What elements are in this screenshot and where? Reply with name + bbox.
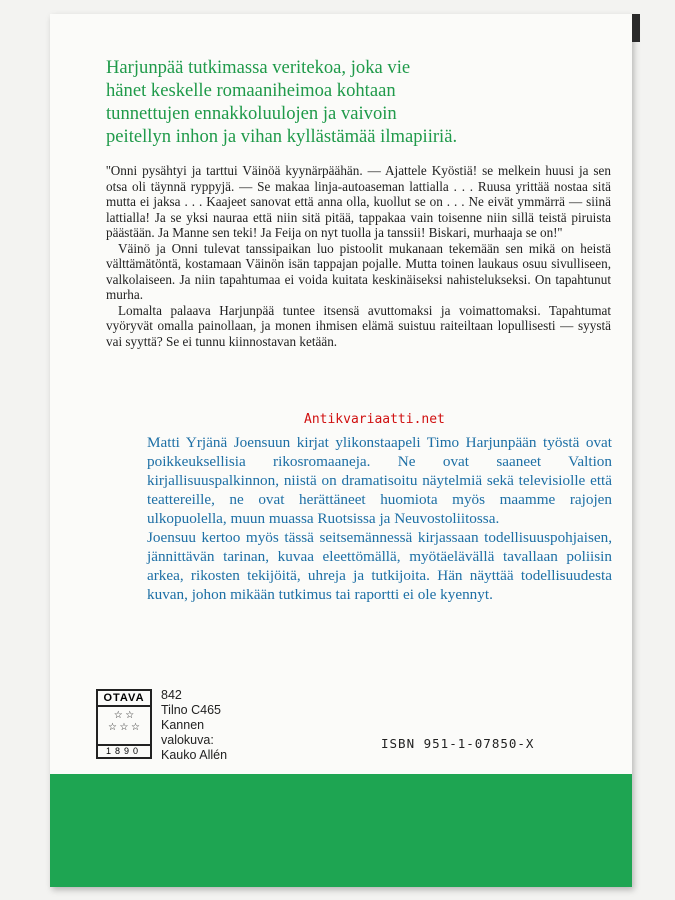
headline-line: peitellyn inhon ja vihan kyllästämää ilmapiiriä.	[106, 126, 458, 147]
cover-credit-label: valokuva:	[161, 733, 214, 747]
blurb-headline	[106, 56, 616, 148]
isbn: ISBN 951-1-07850-X	[381, 736, 535, 751]
stars-icon: ☆ ☆ ☆ ☆ ☆	[108, 710, 140, 733]
publisher-logo	[96, 689, 152, 759]
headline-line: Harjunpää tutkimassa veritekoa, joka vie	[106, 57, 411, 78]
photographer-name: Kauko Allén	[161, 748, 228, 762]
publication-meta	[161, 688, 227, 763]
cover-credit-label: Kannen	[161, 718, 205, 732]
quote-paragraph: ''Onni pysähtyi ja tarttui Väinöä kyynärpäähän. — Ajattele Kyöstiä! se melkein huusi ja sen otsa oli täynnä ryppyjä. — Se makaa linja-autoaseman lattialla . . . Ruusa yrittää nostaa sitä mutta ei jaksa . . . Kaajeet sanovat että anna olla, kuollut se on . . . Ne eivät ymmärrä — siinä lattialla! Ja se yksi nauraa että niin sitä pitää, tappakaa vain toisenne niin sillä teistä piruista päästään. Ja Manne sen teki! Ja Feija on nyt tuolla ja tanssii! Biskari, murhaaja se on!''	[106, 163, 611, 240]
body-paragraph: Väinö ja Onni tulevat tanssipaikan luo pistoolit mukanaan tekemään sen mikä on heistä välttämätöntä, kostamaan Väinön isän tappajan pojalle. Mutta toinen laukaus osuu sivulliseen, valkolaiseen. Ja niin tapahtumaa ei voida kuitata keskinäiseksi nahistelukseksi. On tapahtunut murha.	[106, 240, 611, 302]
headline-line: hänet keskelle romaaniheimoa kohtaan	[106, 80, 396, 101]
headline-line: tunnettujen ennakkoluulojen ja vaivoin	[106, 103, 397, 124]
author-info	[147, 433, 612, 604]
cover-edge	[632, 14, 640, 42]
blurb-body	[106, 163, 611, 349]
green-bottom-band	[50, 774, 632, 887]
publisher-name: OTAVA	[98, 691, 150, 707]
order-number: Tilno C465	[161, 703, 221, 717]
series-number: 842	[161, 688, 182, 702]
watermark-text: Antikvariaatti.net	[304, 412, 445, 427]
publisher-year: 1890	[98, 744, 150, 757]
body-paragraph: Lomalta palaava Harjunpää tuntee itsensä avuttomaksi ja voimattomaksi. Tapahtumat vyöryvät omalla painollaan, ja monen ihmisen elämä suistuu raiteiltaan lopullisesti — syystä vai syyttä? Se ei tunnu kiinnostavan ketään.	[106, 302, 611, 349]
author-paragraph: Matti Yrjänä Joensuun kirjat ylikonstaapeli Timo Harjunpään työstä ovat poikkeuksellisia rikosromaaneja. Ne ovat saaneet Valtion kirjallisuuspalkinnon, niistä on dramatisoitu näytelmiä sekä televisiolle että teattereille, ne ovat herättäneet huomiota myös maamme rajojen ulkopuolella, muun muassa Ruotsissa ja Neuvostoliitossa.	[147, 434, 612, 527]
author-paragraph: Joensuu kertoo myös tässä seitsemännessä kirjassaan todellisuuspohjaisen, jännittävän tarinan, kuvaa eleettömällä, myötäelävällä tavallaan poliisin arkea, rikosten tekijöitä, uhreja ja tutkijoita. Hän näyttää todellisuudesta kuvan, johon mikään tutkimus tai raportti ei ole kyennyt.	[147, 529, 612, 603]
